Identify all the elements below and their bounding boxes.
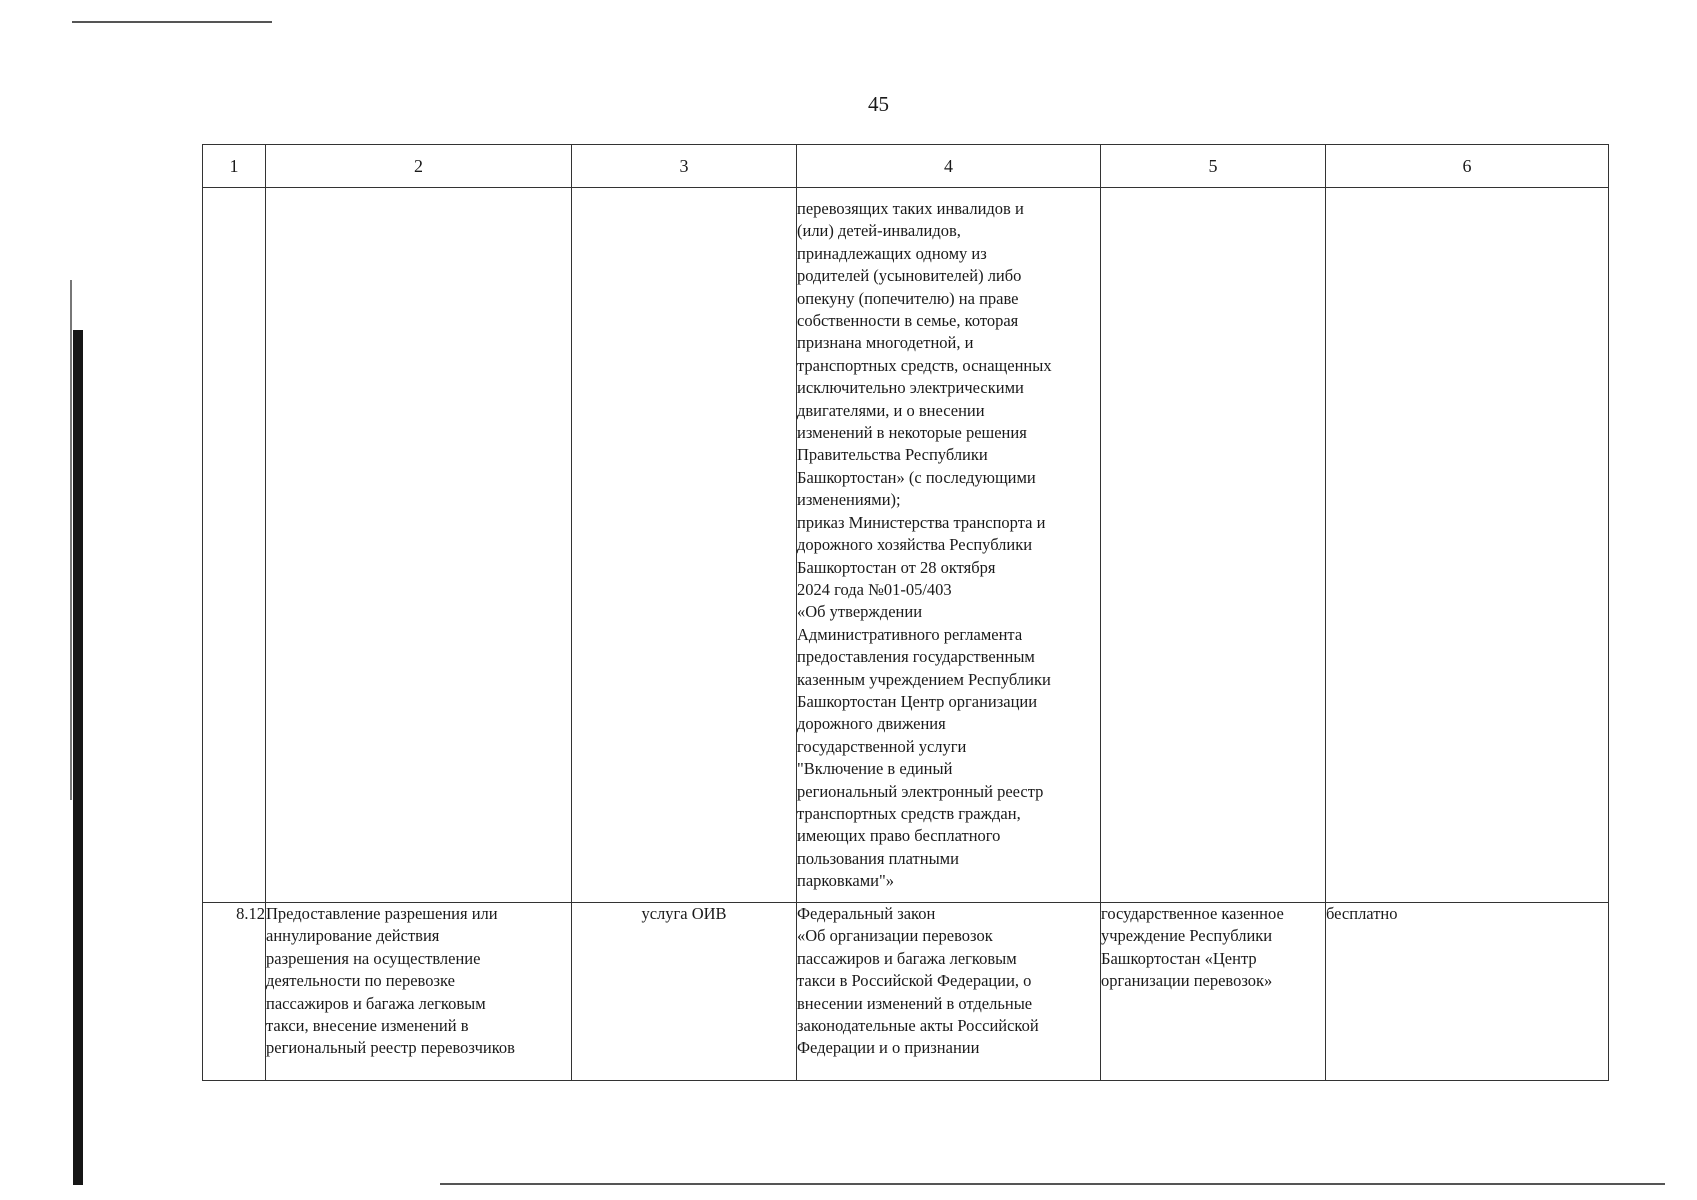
text-line: изменений в некоторые решения	[797, 423, 1027, 443]
text-line: признана многодетной, и	[797, 333, 974, 353]
text-line: «Об организации перевозок	[797, 926, 993, 946]
text-line: такси в Российской Федерации, о	[797, 971, 1032, 991]
text-line: парковками"»	[797, 871, 894, 891]
scan-artifact-top-line	[72, 21, 272, 23]
text-line: опекуну (попечителю) на праве	[797, 288, 1019, 308]
text-line: транспортных средств, оснащенных	[797, 355, 1052, 375]
text-line: приказ Министерства транспорта и	[797, 512, 1046, 532]
cost-value: бесплатно	[1326, 904, 1398, 923]
service-type-cell	[572, 903, 797, 1081]
table-header-cell: 4	[797, 145, 1101, 188]
table-cell	[572, 188, 797, 903]
table-row	[203, 903, 1609, 1081]
text-line: предоставления государственным	[797, 647, 1035, 667]
item-number-cell	[203, 903, 266, 1081]
text-line: Башкортостан от 28 октября	[797, 557, 996, 577]
text-line: транспортных средств граждан,	[797, 803, 1021, 823]
scan-artifact-bottom-line	[440, 1183, 1665, 1185]
text-line: Правительства Республики	[797, 445, 988, 465]
table-row	[203, 188, 1609, 903]
text-line: внесении изменений в отдельные	[797, 993, 1033, 1013]
text-line: государственное казенное	[1101, 904, 1284, 923]
table-cell	[203, 188, 266, 903]
page-number: 45	[868, 92, 889, 116]
text-line: разрешения на осуществление	[266, 948, 481, 968]
text-line: Башкортостан Центр организации	[797, 691, 1038, 711]
provider-cell	[1101, 903, 1326, 1081]
text-line: "Включение в единый	[797, 759, 953, 779]
text-line: законодательные акты Российской	[797, 1016, 1039, 1036]
text-line: «Об утверждении	[797, 602, 923, 622]
table-header-cell: 6	[1326, 145, 1609, 188]
text-line: родителей (усыновителей) либо	[797, 266, 1022, 286]
legal-basis-cell	[797, 188, 1101, 903]
legal-basis-cell	[797, 903, 1101, 1081]
table-header-row	[203, 145, 1609, 188]
text-line: принадлежащих одному из	[797, 243, 987, 263]
text-line: исключительно электрическими	[797, 378, 1024, 398]
text-line: Башкортостан» (с последующими	[797, 467, 1036, 487]
table-header-cell: 5	[1101, 145, 1326, 188]
cost-cell	[1326, 903, 1609, 1081]
text-line: перевозящих таких инвалидов и	[797, 199, 1024, 218]
table-cell	[1101, 188, 1326, 903]
table-cell	[266, 188, 572, 903]
text-line: аннулирование действия	[266, 926, 440, 946]
text-line: дорожного движения	[797, 714, 946, 734]
text-line: деятельности по перевозке	[266, 971, 455, 991]
item-number: 8.12	[236, 904, 265, 923]
text-line: региональный реестр перевозчиков	[266, 1038, 515, 1058]
text-line: Федерации и о признании	[797, 1038, 980, 1058]
text-line: пассажиров и багажа легковым	[797, 948, 1017, 968]
scan-artifact-left-edge	[73, 330, 83, 1185]
text-line: дорожного хозяйства Республики	[797, 535, 1033, 555]
text-line: пользования платными	[797, 848, 959, 868]
table-cell	[1326, 188, 1609, 903]
text-line: Предоставление разрешения или	[266, 904, 498, 923]
scan-artifact-left-thin-line	[70, 280, 72, 800]
text-line: пассажиров и багажа легковым	[266, 993, 486, 1013]
service-type: услуга ОИВ	[641, 904, 727, 923]
table-header-cell: 3	[572, 145, 797, 188]
text-line: Башкортостан «Центр	[1101, 948, 1257, 968]
text-line: 2024 года №01-05/403	[797, 579, 952, 599]
text-line: (или) детей-инвалидов,	[797, 221, 961, 241]
text-line: двигателями, и о внесении	[797, 400, 985, 420]
text-line: учреждение Республики	[1101, 926, 1273, 946]
text-line: казенным учреждением Республики	[797, 669, 1051, 689]
text-line: организации перевозок»	[1101, 971, 1273, 991]
text-line: Административного регламента	[797, 624, 1023, 644]
table-header-cell: 1	[203, 145, 266, 188]
text-line: имеющих право бесплатного	[797, 826, 1001, 846]
table-header-cell: 2	[266, 145, 572, 188]
text-line: собственности в семье, которая	[797, 311, 1019, 331]
text-line: Федеральный закон	[797, 904, 936, 923]
text-line: государственной услуги	[797, 736, 967, 756]
text-line: региональный электронный реестр	[797, 781, 1044, 801]
document-table	[202, 144, 1609, 1081]
text-line: такси, внесение изменений в	[266, 1016, 469, 1036]
text-line: изменениями);	[797, 490, 901, 510]
service-name-cell	[266, 903, 572, 1081]
